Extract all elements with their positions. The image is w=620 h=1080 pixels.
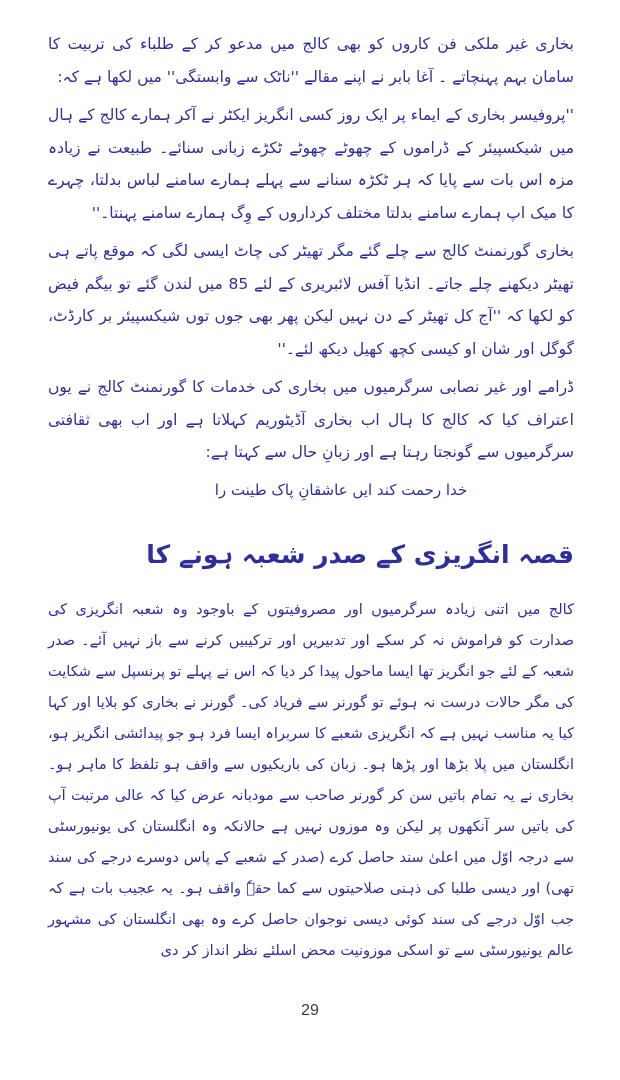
- paragraph-auditorium: ڈرامے اور غیر نصابی سرگرمیوں میں بخاری کی خدمات کا گورنمنٹ کالج نے یوں اعتراف کیا کہ کالج کا ہال اب بخاری آڈیٹوریم کہلاتا ہے اور اب بھی ثقافتی سرگرمیوں سے گونجتا رہتا ہے اور زبانِ حال سے کہتا ہے:: [48, 378, 574, 461]
- section-heading: قصہ انگریزی کے صدر شعبہ ہونے کا: [146, 539, 574, 569]
- section-bukhari-theatre: [48, 28, 574, 505]
- paragraph-department-head: کالج میں اتنی زیادہ سرگرمیوں اور مصروفیتوں کے باوجود وہ شعبہ انگریزی کی صدارت کو فراموش نہ کر سکے اور تدبیریں اور ترکیبیں کرنے سے باز نہیں آئے۔ صدر شعبہ کے لئے جو انگریز تھا ایسا ماحول پیدا کر دیا کہ اس نے پہلے تو پرنسپل سے شکایت کی مگر حالات درست نہ ہوئے تو گورنر سے فریاد کی۔ گورنر نے بخاری کو بلایا اور کہا کیا یہ مناسب نہیں ہے کہ انگریزی شعبے کا سربراہ ایسا فرد ہو جو پیدائشی انگریز ہو، انگلستان میں پلا بڑھا اور پڑھا ہو۔ زبان کی باریکیوں سے واقف ہو تلفظ کا ماہر ہو۔ بخاری نے یہ تمام باتیں سن کر گورنر صاحب سے مودبانہ عرض کیا کہ عالی مرتبت آپ کی باتیں سر آنکھوں پر لیکن وہ موزوں نہیں ہے حالانکہ وہ انگلستان کی یونیورسٹی سے درجہ اوّل میں اعلیٰ سند حاصل کرے (صدر کے شعبے کے پاس دوسرے درجے کی سند تھی) اور دیسی طلبا کی ذہنی صلاحیتوں سے کما حقہٗ واقف ہو۔ یہ عجیب بات ہے کہ جب اوّل درجے کی سند کوئی دیسی نوجوان حاصل کرے وہ بھی انگلستان کی مشہور عالم یونیورسٹی سے تو اسکی موزونیت محض اسلئے نظر انداز کر دی: [48, 601, 574, 959]
- persian-couplet: خدا رحمت کند ایں عاشقانِ پاک طینت را: [214, 480, 468, 499]
- section-english-department: [48, 535, 574, 967]
- paragraph-london-theatre: بخاری گورنمنٹ کالج سے چلے گئے مگر تھیٹر کی چاٹ ایسی لگی کہ موقع پاتے ہی تھیٹر دیکھنے چلے جاتے۔ انڈیا آفس لائبریری کے لئے 85 میں لندن گئے تو بیگم فیض کو لکھا کہ ''آج کل تھیٹر کے دن نہیں لیکن پھر بھی جوں توں شیکسپیئر بر کارڈٹ، گوگل اور شان او کیسی کچھ کھیل دیکھ لئے۔'': [48, 242, 574, 358]
- paragraph-quote-agha-babar: ''پروفیسر بخاری کے ایماء پر ایک روز کسی انگریز ایکٹر نے آکر ہمارے کالج کے ہال میں شیکسپیئر کے ڈراموں کے چھوٹے چھوٹے ٹکڑے زبانی سنائے۔ طبیعت نے زیادہ مزہ اس بات سے پایا کہ ہر ٹکڑہ سنانے سے پہلے ہمارے سامنے لباس بدلتا، چہرے کا میک اپ ہمارے سامنے بدلتا مختلف کرداروں کے وِگ ہمارے سامنے پہنتا۔'': [48, 106, 574, 222]
- paragraph-intro: بخاری غیر ملکی فن کاروں کو بھی کالج میں مدعو کر کے طلباء کی تربیت کا سامان بہم پہنچاتے ۔ آغا بابر نے اپنے مقالے ''ناٹک سے وابستگی'' میں لکھا ہے کہ:: [48, 35, 574, 86]
- page-number: 29: [301, 1002, 319, 1019]
